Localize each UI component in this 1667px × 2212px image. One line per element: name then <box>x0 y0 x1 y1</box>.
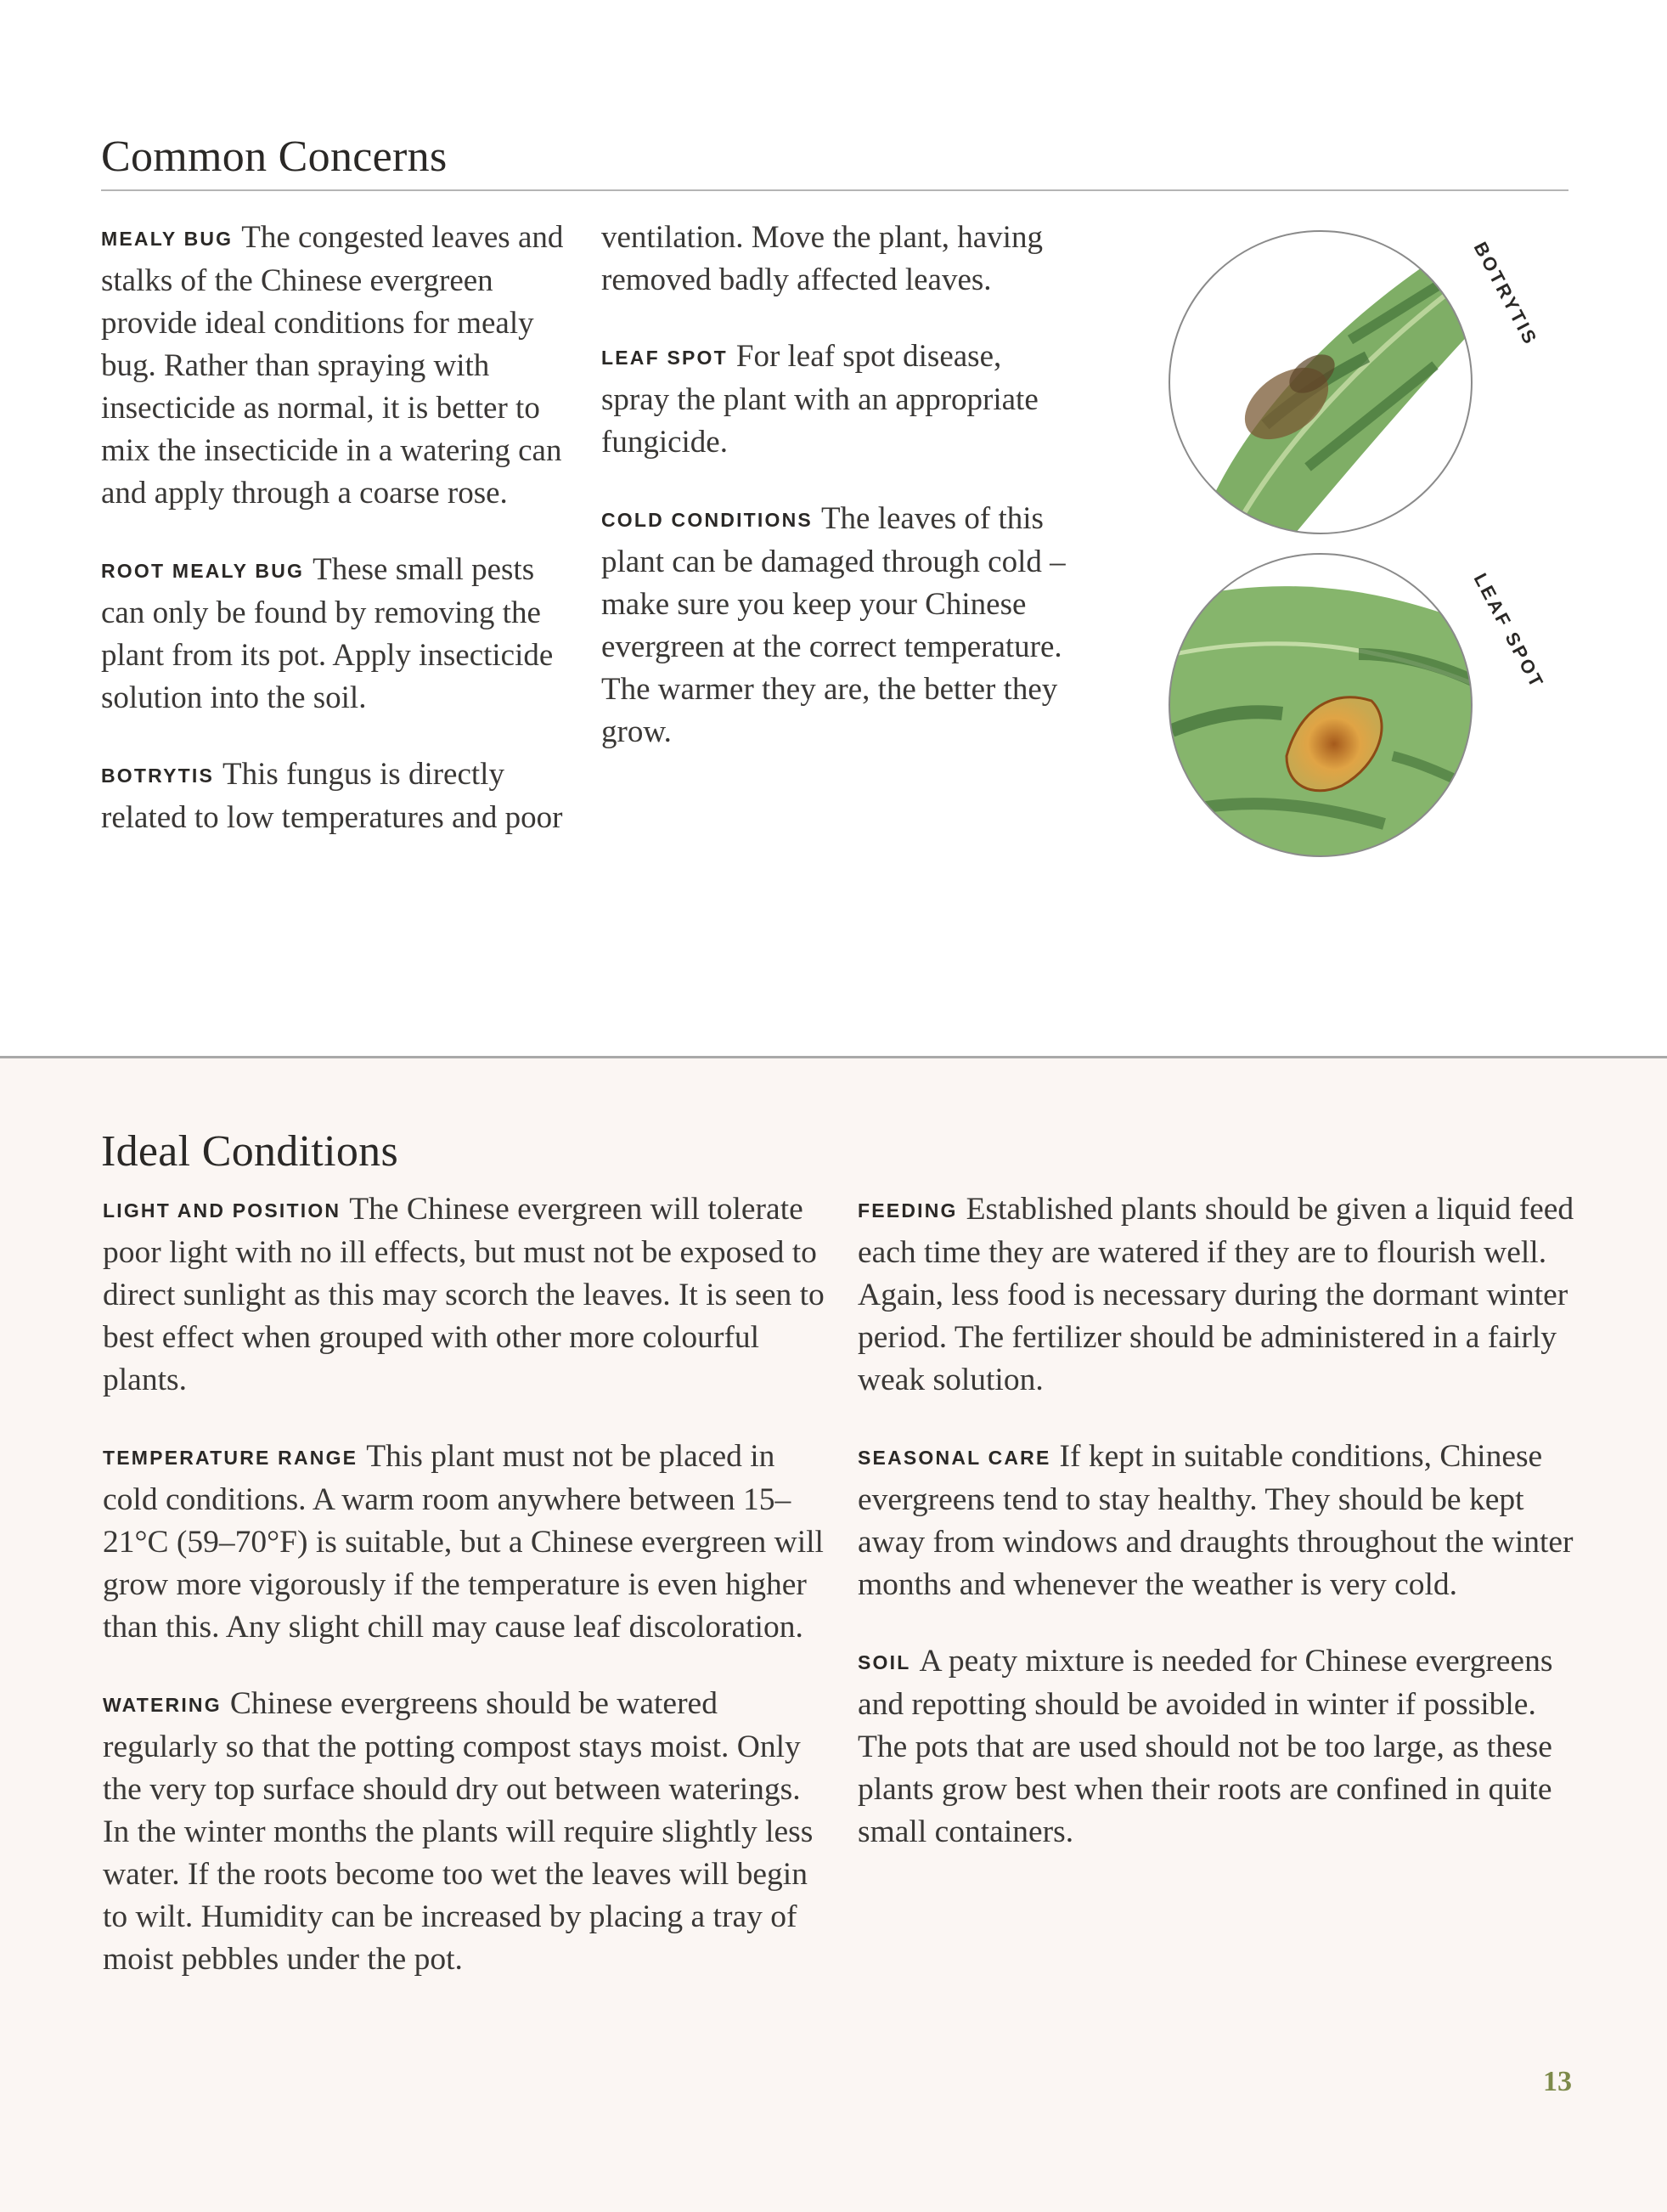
entry-botrytis-continued <box>601 217 1073 302</box>
entry-root-mealy-bug <box>101 549 564 719</box>
entry-label: FEEDING <box>858 1199 958 1222</box>
entry-temperature-range <box>103 1436 825 1649</box>
botrytis-magnified-leaf <box>1169 221 1537 569</box>
entry-text: A peaty mixture is needed for Chinese evergreens and repotting should be avoided in winter if possible. The pots that are used should not be too large, as these plants grow best when their roots are confined in quite small containers. <box>858 1644 1553 1849</box>
entry-text: ventilation. Move the plant, having removed badly affected leaves. <box>601 220 1043 297</box>
concerns-column-1 <box>101 217 564 873</box>
entry-label: WATERING <box>103 1694 222 1716</box>
entry-leaf-spot <box>601 336 1073 464</box>
ideal-conditions-section <box>0 1058 1667 2212</box>
entry-text: The Chinese evergreen will tolerate poor light with no ill effects, but must not be exposed to direct sunlight as this may scorch the leaves. It is seen to best effect when grouped with other more colourful plants. <box>103 1192 825 1397</box>
entry-watering <box>103 1683 825 1981</box>
entry-label: BOTRYTIS <box>101 765 215 787</box>
entry-label: LIGHT AND POSITION <box>103 1199 341 1222</box>
title-rule <box>101 189 1568 191</box>
entry-seasonal-care <box>858 1436 1575 1606</box>
entry-feeding <box>858 1188 1575 1402</box>
concerns-column-2 <box>601 217 1073 787</box>
entry-text: This plant must not be placed in cold conditions. A warm room anywhere between 15–21°C (59–70°F) is suitable, but a Chinese evergreen will grow more vigorously if the temperature is even higher than this. Any slight chill may cause leaf discoloration. <box>103 1439 824 1645</box>
entry-text: For leaf spot disease, spray the plant with an appropriate fungicide. <box>601 339 1039 460</box>
leaf-spot-callout-label: LEAF SPOT <box>1469 569 1549 693</box>
entry-cold-conditions <box>601 498 1073 753</box>
ideal-conditions-title: Ideal Conditions <box>101 1127 398 1176</box>
entry-soil <box>858 1640 1575 1854</box>
entry-mealy-bug <box>101 217 564 515</box>
entry-label: ROOT MEALY BUG <box>101 560 305 582</box>
entry-text: Chinese evergreens should be watered regularly so that the potting compost stays moist. Only the very top surface should dry out between waterings. In the winter months the plants will require slightly less water. If the roots become too wet the leaves will begin to wilt. Humidity can be increased by placing a tray of moist pebbles under the pot. <box>103 1686 814 1977</box>
entry-text: The leaves of this plant can be damaged through cold – make sure you keep your Chinese evergreen at the correct temperature. The warmer they are, the better they grow. <box>601 501 1066 749</box>
entry-text: This fungus is directly related to low temperatures and poor <box>101 757 563 835</box>
entry-label: MEALY BUG <box>101 228 234 250</box>
leaf-disease-illustration <box>1138 212 1549 909</box>
entry-text: If kept in suitable conditions, Chinese evergreens tend to stay healthy. They should be kept away from windows and draughts throughout the winter months and whenever the weather is very cold. <box>858 1439 1574 1602</box>
page-number: 13 <box>1543 2066 1572 2097</box>
entry-light-and-position <box>103 1188 825 1402</box>
entry-label: TEMPERATURE RANGE <box>103 1447 358 1469</box>
conditions-column-1 <box>103 1188 825 2015</box>
entry-text: The congested leaves and stalks of the Chinese evergreen provide ideal conditions for mealy bug. Rather than spraying with insecticide as normal, it is better to mix the insecticide in a watering can and apply through a coarse rose. <box>101 220 564 511</box>
common-concerns-title: Common Concerns <box>101 133 448 181</box>
entry-text: Established plants should be given a liquid feed each time they are watered if they are to flourish well. Again, less food is necessary during the dormant winter period. The fertilizer should be administered in a fairly weak solution. <box>858 1192 1574 1397</box>
entry-label: SEASONAL CARE <box>858 1447 1051 1469</box>
entry-label: COLD CONDITIONS <box>601 509 813 531</box>
entry-label: SOIL <box>858 1651 911 1673</box>
leaf-spot-magnified-leaf <box>1138 554 1537 909</box>
entry-text: These small pests can only be found by removing the plant from its pot. Apply insecticide solution into the soil. <box>101 552 554 715</box>
common-concerns-section <box>0 0 1667 1058</box>
conditions-column-2 <box>858 1188 1575 1888</box>
botrytis-callout-label: BOTRYTIS <box>1469 238 1542 350</box>
entry-label: LEAF SPOT <box>601 347 728 369</box>
entry-botrytis <box>101 753 564 839</box>
